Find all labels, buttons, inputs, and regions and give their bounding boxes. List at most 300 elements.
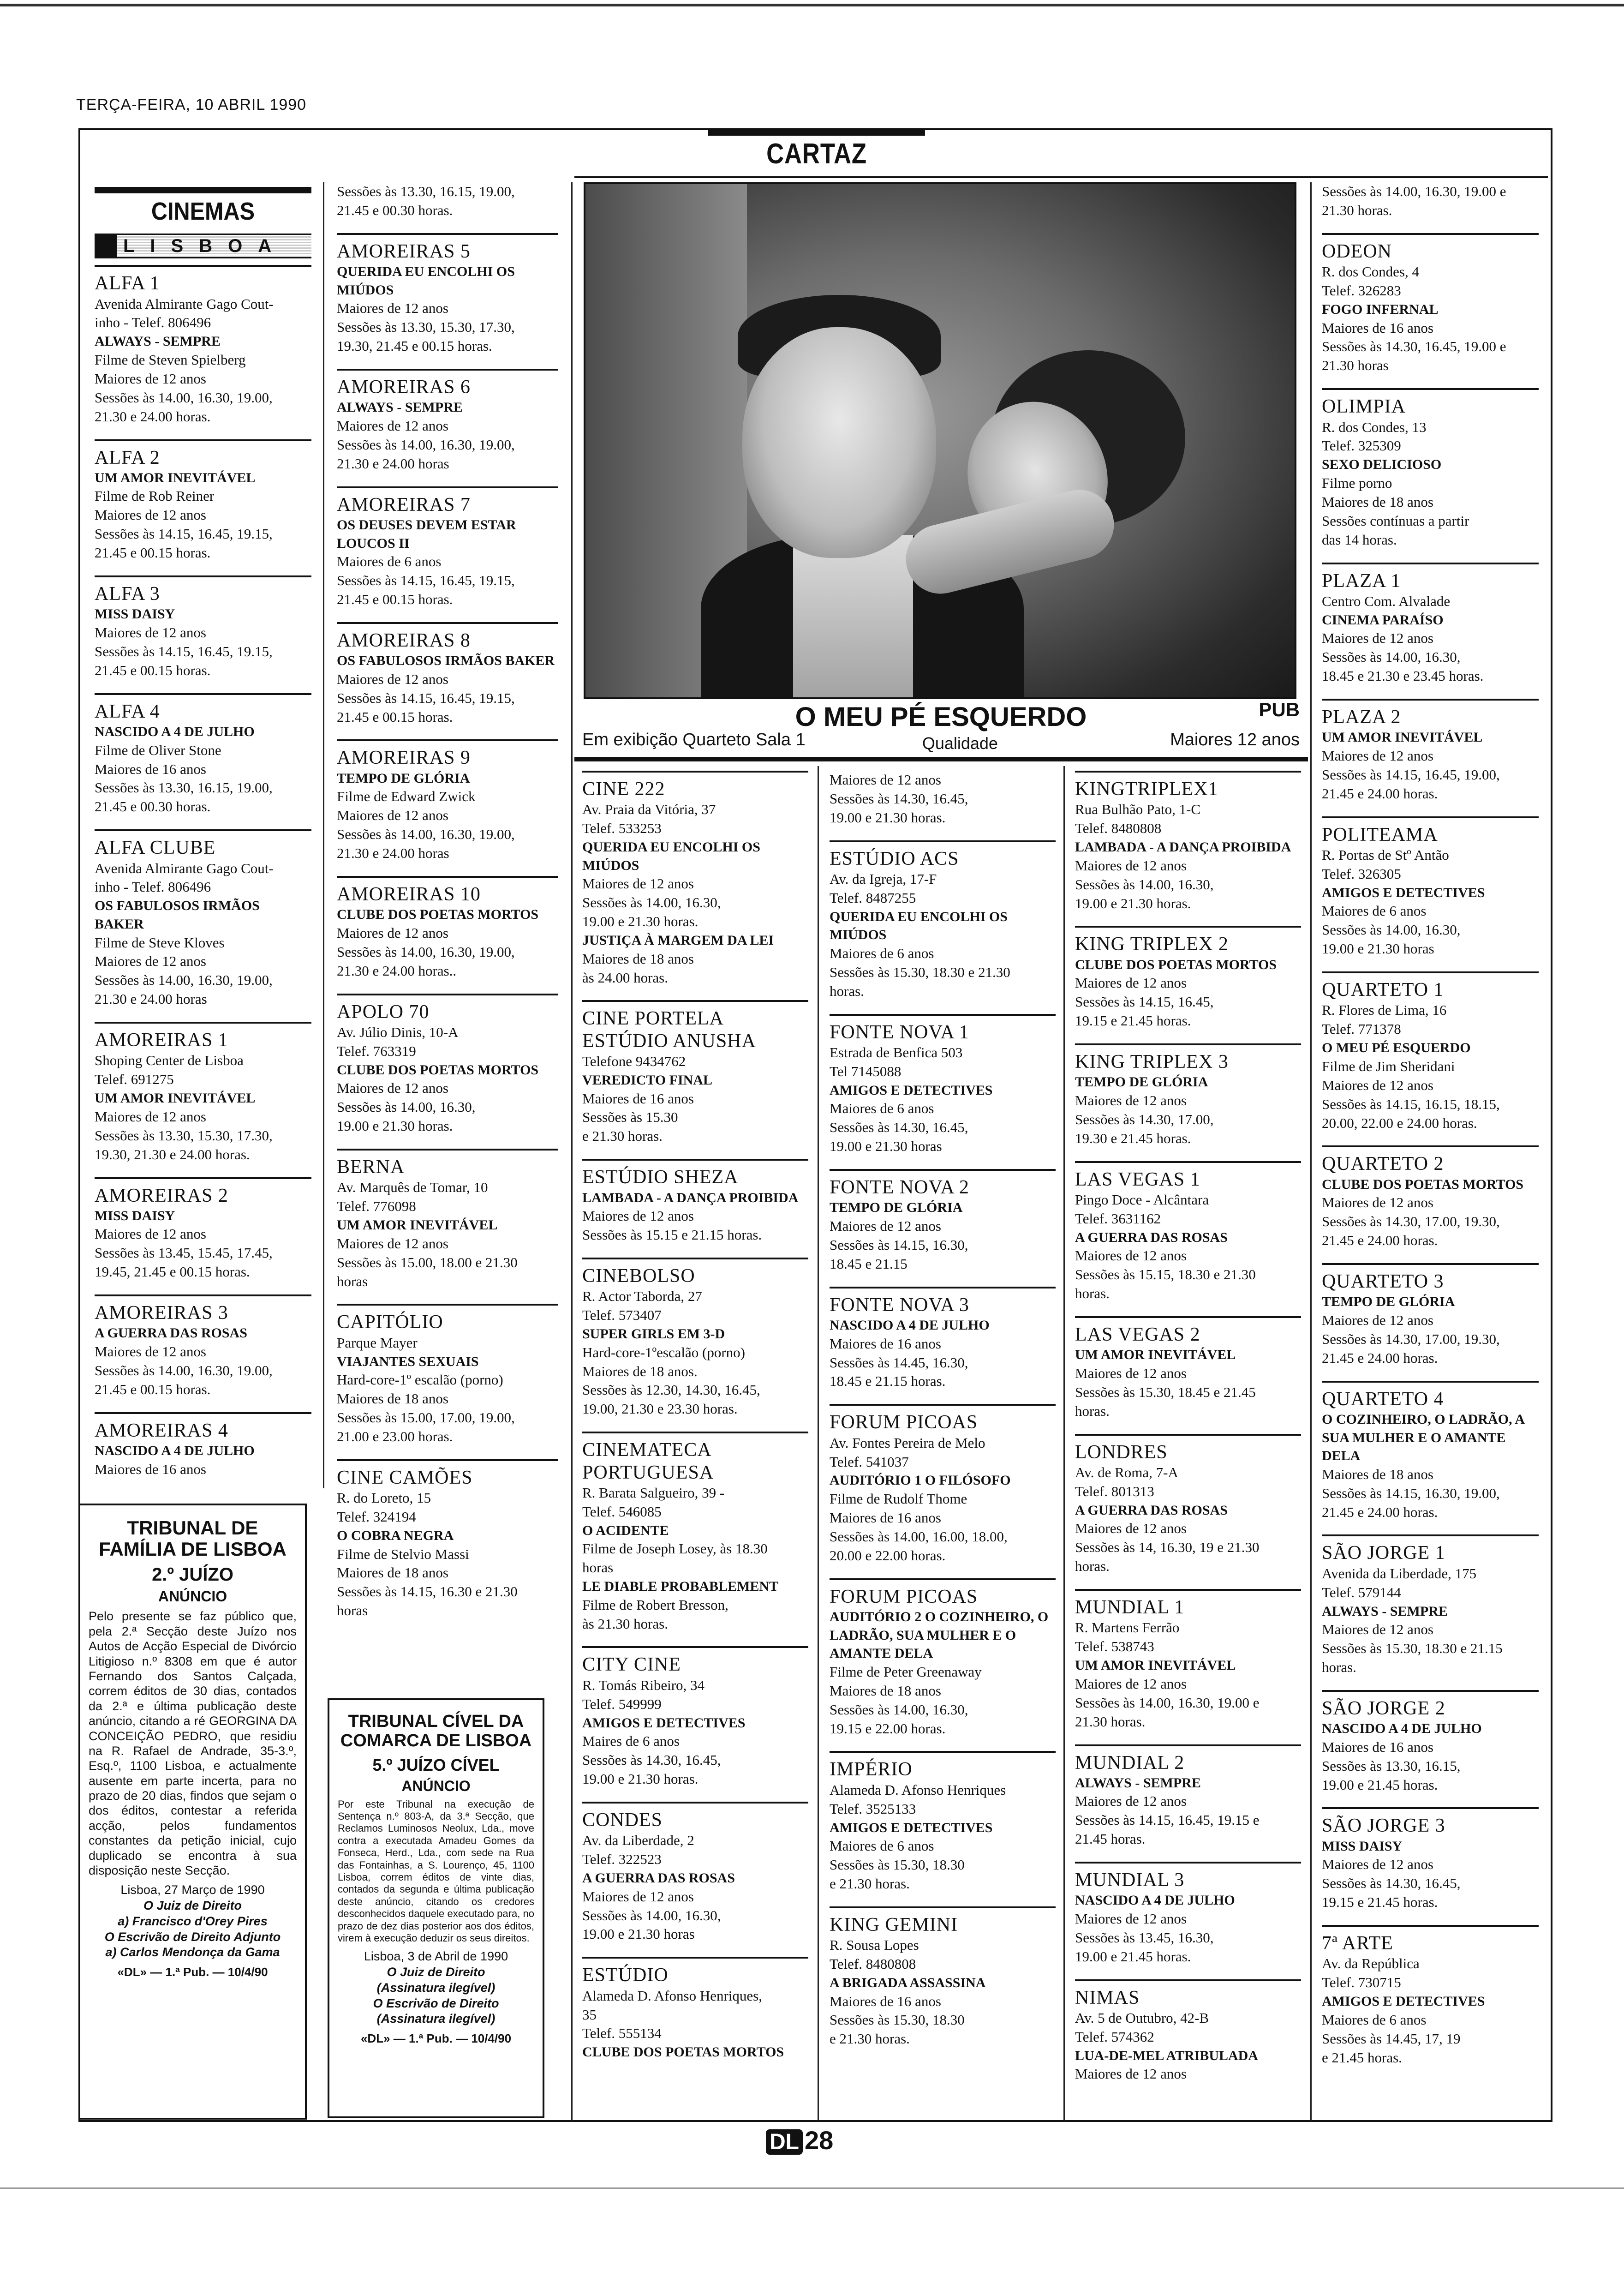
film-info: 19.15 e 21.45 horas. (1322, 1894, 1438, 1911)
film-info: Maiores de 12 anos (1322, 1621, 1433, 1638)
film-title: NASCIDO A 4 DE JULHO (95, 1443, 255, 1459)
cinema-name: ALFA 4 (95, 701, 160, 722)
film-info: Maiores de 16 anos (582, 1090, 694, 1107)
photo-figure (742, 327, 936, 558)
film-info: Maiores de 12 anos (1322, 630, 1433, 647)
film-title: ALWAYS - SEMPRE (337, 400, 463, 415)
film-info: Sessões às 14.15, 16.45, 19.00, (1322, 766, 1500, 783)
film-info: 21.45 e 00.15 horas. (95, 545, 211, 561)
cinema-address: Av. de Roma, 7-A (1075, 1464, 1178, 1480)
cinema-address: Telef. 8480808 (1075, 820, 1162, 837)
film-info: 21.45 e 00.15 horas. (337, 708, 453, 725)
section-bar (708, 129, 925, 136)
cinema-name: MUNDIAL 3 (1075, 1870, 1185, 1891)
cinema-address: R. Portas de Stº Antão (1322, 846, 1449, 863)
cinema-name: KING TRIPLEX 3 (1075, 1051, 1229, 1073)
film-info: Sessões às 14.15, 16.30, 19.00, (1322, 1485, 1500, 1501)
film-info: Sessões às 14.30, 17.00, 19.30, (1322, 1330, 1500, 1347)
notice-subtitle: 5.º JUÍZO CÍVEL (372, 1755, 500, 1774)
film-info: Sessões às 14.30, 16.45, (582, 1752, 721, 1768)
film-title: O MEU PÉ ESQUERDO (1322, 1040, 1471, 1056)
cinema-listing (1075, 1979, 1301, 2084)
film-info: 19.00 e 21.30 horas (582, 1926, 695, 1942)
cinema-listing (95, 265, 311, 426)
cinema-name: FORUM PICOAS (830, 1586, 978, 1607)
cinema-listing (830, 1014, 1056, 1156)
film-info: Sessões contínuas a partir (1322, 512, 1469, 529)
film-info: Sessões às 13.45, 15.45, 17.45, (95, 1245, 273, 1261)
column-divider (571, 182, 573, 2121)
photo-figure (793, 535, 913, 699)
film-title: AUDITÓRIO 2 O COZINHEIRO, O LADRÃO, SUA MULHER E O AMANTE DELA (830, 1609, 1049, 1661)
cinema-address: Parque Mayer (337, 1334, 418, 1351)
film-info: Sessões às 14.00, 16.30, 19.00, (95, 1362, 273, 1378)
cinema-address: Telef. 324194 (337, 1509, 416, 1525)
film-title: A BRIGADA ASSASSINA (830, 1975, 986, 1990)
cinema-listing (95, 693, 311, 817)
film-info: 18.45 e 21.15 horas. (830, 1373, 946, 1390)
cinema-address: Telef. 326283 (1322, 282, 1401, 299)
cinema-listing (95, 1412, 311, 1479)
cinema-listing (337, 486, 558, 609)
cinema-listing (582, 771, 808, 987)
film-info: Sessões às 14.30, 17.00, 19.30, (1322, 1213, 1500, 1230)
film-quality: Qualidade (922, 734, 998, 753)
cinema-name: MUNDIAL 2 (1075, 1752, 1185, 1774)
notice-label: ANÚNCIO (401, 1777, 471, 1794)
cinema-address: R. Martens Ferrão (1075, 1619, 1180, 1636)
film-info: Sessões às 14.30, 16.45, (830, 1119, 968, 1136)
cinema-name: AMOREIRAS 3 (95, 1302, 228, 1324)
notice-signature: (Assinatura ilegível) (376, 2012, 496, 2026)
film-info: Maiores de 12 anos (1075, 1911, 1187, 1927)
film-info: Maiores de 12 anos (95, 1343, 206, 1360)
cinema-listing (830, 1287, 1056, 1391)
film-age: Maiores 12 anos (1170, 730, 1300, 749)
film-info: das 14 horas. (1322, 531, 1397, 548)
film-info: Sessões às 12.30, 14.30, 16.45, (582, 1382, 760, 1398)
cinema-address: Telef. 801313 (1075, 1483, 1154, 1499)
cinema-listing (337, 622, 558, 727)
film-info: Filme de Joseph Losey, às 18.30 (582, 1540, 768, 1557)
cinema-address: Avenida Almirante Gago Cout- (95, 295, 274, 312)
film-title: A GUERRA DAS ROSAS (95, 1325, 247, 1341)
cinema-name: CINE CAMÕES (337, 1467, 473, 1488)
film-info: Sessões às 15.15 e 21.15 horas. (582, 1227, 762, 1243)
film-info: Maiores de 16 anos (830, 1509, 941, 1526)
film-info: e 21.30 horas. (830, 2031, 910, 2047)
film-info: Sessões às 13.30, 16.15, (1322, 1757, 1461, 1774)
cinema-listing (830, 1169, 1056, 1274)
cinema-name: AMOREIRAS 6 (337, 377, 471, 398)
cinema-listing (1322, 1145, 1539, 1250)
cinema-name: FORUM PICOAS (830, 1412, 978, 1433)
cinema-listing (582, 1432, 808, 1633)
film-info: Maiores de 18 anos. (582, 1363, 698, 1379)
cinema-listing (830, 1578, 1056, 1738)
film-info: Sessões às 14.45, 16.30, (830, 1354, 968, 1371)
film-info: 19.30, 21.30 e 24.00 horas. (95, 1146, 250, 1162)
film-title: NASCIDO A 4 DE JULHO (95, 724, 255, 740)
film-info: Maiores de 12 anos (1075, 1793, 1187, 1810)
film-title: MISS DAISY (95, 1208, 175, 1223)
film-info: Maiores de 18 anos (582, 950, 694, 967)
film-title: SEXO DELICIOSO (1322, 457, 1442, 473)
cinema-name: KING GEMINI (830, 1914, 958, 1935)
cinema-name: QUARTETO 1 (1322, 979, 1444, 1001)
cinema-listing (582, 1258, 808, 1419)
film-info: Maiores de 6 anos (830, 1838, 934, 1854)
film-info: horas. (1075, 1285, 1110, 1302)
cinema-address: Pingo Doce - Alcântara (1075, 1191, 1209, 1208)
cinema-address: R. Sousa Lopes (830, 1937, 919, 1953)
cinema-address: Telef. 555134 (582, 2025, 662, 2042)
notice-signature: a) Francisco d'Orey Pires (118, 1914, 268, 1928)
film-info: 19.15 e 22.00 horas. (830, 1720, 946, 1737)
film-info: Sessões às 14.00, 16.30, 19.00, (337, 826, 515, 843)
cinema-name: ALFA 2 (95, 447, 160, 468)
film-info: Maiores de 12 anos (95, 1108, 206, 1125)
film-title: UM AMOR INEVITÁVEL (95, 470, 256, 485)
film-title: UM AMOR INEVITÁVEL (1322, 730, 1483, 745)
cinema-address: R. do Loreto, 15 (337, 1490, 431, 1506)
cinema-name: SÃO JORGE 3 (1322, 1815, 1445, 1837)
film-info: horas (337, 1602, 368, 1619)
cinemas-title: CINEMAS (151, 198, 255, 225)
film-info: Maiores de 12 anos (582, 875, 694, 892)
film-info: Sessões às 15.30 (582, 1109, 678, 1126)
listing-group (1075, 771, 1301, 2084)
cinema-name: AMOREIRAS 7 (337, 494, 471, 515)
cinema-name: KING TRIPLEX 2 (1075, 934, 1229, 955)
cinema-listing (337, 1304, 558, 1446)
film-info: 19.00 e 21.30 horas. (582, 1771, 699, 1787)
page-number (766, 2125, 833, 2155)
pub-label: PUB (1259, 699, 1300, 720)
cinema-name: LAS VEGAS 1 (1075, 1168, 1200, 1190)
film-title: O COZINHEIRO, O LADRÃO, A SUA MULHER E O AMANTE DELA (1322, 1411, 1524, 1464)
film-info: 21.30 horas (1322, 357, 1389, 374)
film-title: CLUBE DOS POETAS MORTOS (582, 2044, 784, 2060)
film-info: 19.00 e 21.45 horas. (1075, 1948, 1191, 1965)
film-info: Sessões às 15.00, 17.00, 19.00, (337, 1409, 515, 1426)
cinema-address: R. Tomás Ribeiro, 34 (582, 1677, 705, 1693)
film-info: Maiores de 12 anos (95, 1226, 206, 1242)
film-info: horas. (830, 983, 864, 999)
cinema-address: Telef. 538743 (1075, 1638, 1154, 1655)
film-info: Sessões às 14, 16.30, 19 e 21.30 (1075, 1539, 1260, 1556)
film-title: QUERIDA EU ENCOLHI OS MIÚDOS (830, 909, 1008, 943)
film-info: Sessões às 13.30, 16.15, 19.00, (337, 183, 515, 199)
cinema-address: Av. Praia da Vitória, 37 (582, 801, 716, 818)
column-1 (95, 182, 311, 1492)
film-info: 21.30 horas. (1322, 202, 1392, 218)
film-info: 18.45 e 21.30 e 23.45 horas. (1322, 668, 1484, 684)
cinema-address: Av. 5 de Outubro, 42-B (1075, 2010, 1209, 2026)
film-info: Sessões às 14.00, 16.30, (582, 1907, 721, 1923)
cinema-address: Avenida Almirante Gago Cout- (95, 860, 274, 876)
cinema-address: R. Barata Salgueiro, 39 - (582, 1484, 725, 1501)
film-title: OS FABULOSOS IRMÃOS BAKER (337, 653, 555, 669)
film-info: Maiores de 12 anos (1075, 1520, 1187, 1537)
cinema-listing (582, 1802, 808, 1944)
film-info: 19.00 e 21.30 horas. (830, 809, 946, 826)
film-info: Sessões às 14.30, 16.45, 19.00 e (1322, 338, 1506, 355)
film-title: CLUBE DOS POETAS MORTOS (337, 907, 539, 923)
film-info: horas. (1075, 1558, 1110, 1575)
cinema-listing (95, 1022, 311, 1164)
film-info: Maiores de 18 anos (1322, 493, 1433, 510)
caption-rule (574, 757, 1308, 761)
cinema-name: CINEMATECA PORTUGUESA (582, 1439, 714, 1483)
cinema-address: Telef. 3631162 (1075, 1210, 1161, 1227)
film-title: LAMBADA - A DANÇA PROIBIDA (1075, 839, 1291, 855)
cinema-name: PLAZA 2 (1322, 707, 1401, 728)
film-info: Maiores de 12 anos (582, 1208, 694, 1224)
cinema-address: Telef. 326305 (1322, 865, 1401, 882)
film-info: 21.45 horas. (1075, 1831, 1146, 1847)
film-info: horas (582, 1559, 614, 1576)
film-info: Filme de Rob Reiner (95, 488, 215, 504)
city-marker (95, 234, 117, 258)
film-info: Maiores de 16 anos (1322, 319, 1433, 336)
cinema-listing (830, 1906, 1056, 2049)
cinema-address: Telef. 763319 (337, 1043, 416, 1059)
cinema-listing (830, 1404, 1056, 1565)
cinema-name: CINE 222 (582, 779, 665, 800)
notice-signature: O Escrivão de Direito (373, 1996, 499, 2010)
listing-group (95, 265, 311, 1479)
cinema-listing (95, 575, 311, 680)
film-info: 21.45 e 00.30 horas. (95, 798, 211, 815)
cinema-listing (337, 739, 558, 863)
film-info: Sessões às 14.15, 16.45, 19.15, (95, 643, 273, 659)
notice-body: Por este Tribunal na execução de Sentença n.º 803-A, da 3.ª Secção, que Reclamos Luminosos Neolux, Lda., move contra a executada Amadeu Gomes da Fonseca, Herd., Lda., com sede na Rua das Fontainhas, a S. Lourenço, 45, 1100 Lisboa, correm éditos de vinte dias, contados da segunda e última publicação deste anúncio, citando os credores desconhecidos daquele executado para, no prazo de dez dias posterior aos dos éditos, virem à execução deduzir os seus direitos. (338, 1798, 534, 1944)
film-title: UM AMOR INEVITÁVEL (1075, 1658, 1236, 1673)
cinema-listing (95, 1294, 311, 1399)
film-info: 19.00 e 21.30 horas (830, 1138, 942, 1155)
cinema-name: AMOREIRAS 8 (337, 629, 471, 651)
film-info: 19.00, 21.30 e 23.30 horas. (582, 1401, 738, 1417)
film-info: Maiores de 16 anos (95, 1461, 206, 1477)
cinema-address: inho - Telef. 806496 (95, 879, 211, 895)
film-info: 19.00 e 21.30 horas (1322, 941, 1434, 957)
cinema-name: ESTÚDIO (582, 1965, 669, 1986)
city-name: LISBOA (123, 235, 287, 256)
cinema-listing (830, 840, 1056, 1001)
cinema-address: Telef. 549999 (582, 1696, 662, 1712)
film-title: UM AMOR INEVITÁVEL (1075, 1347, 1236, 1363)
film-info: Maiores de 12 anos (337, 1235, 448, 1252)
cinema-listing (1322, 1807, 1539, 1912)
cinema-name: ESTÚDIO ACS (830, 848, 959, 869)
film-info: Sessões às 15.15, 18.30 e 21.30 (1075, 1266, 1256, 1283)
film-info: Maiores de 12 anos (1322, 747, 1433, 764)
cinema-listing (1322, 233, 1539, 375)
film-info: 19.45, 21.45 e 00.15 horas. (95, 1264, 250, 1280)
notice-pub: «DL» — 1.ª Pub. — 10/4/90 (360, 2031, 512, 2046)
cinema-name: MUNDIAL 1 (1075, 1597, 1185, 1618)
film-info: Maiores de 12 anos (337, 1080, 448, 1097)
cinema-listing (1075, 1862, 1301, 1966)
listing-group (1322, 182, 1539, 2067)
film-title: TEMPO DE GLÓRIA (830, 1200, 963, 1216)
film-info: 19.00 e 21.30 horas. (337, 1118, 453, 1134)
film-title: VEREDICTO FINAL (582, 1072, 712, 1088)
film-info: Maiores de 18 anos (830, 1682, 941, 1699)
film-info: Sessões às 14.15, 16.15, 18.15, (1322, 1096, 1500, 1112)
film-info: Maiores de 12 anos (1075, 1365, 1187, 1381)
cinema-name: CONDES (582, 1809, 663, 1831)
cinema-address: Alameda D. Afonso Henriques (830, 1781, 1006, 1798)
cinema-address: Telef. 573407 (582, 1307, 662, 1324)
cinema-listing (337, 233, 558, 356)
film-info: 21.45 e 00.30 horas. (337, 202, 453, 218)
film-title: CLUBE DOS POETAS MORTOS (1322, 1176, 1524, 1192)
film-title: QUERIDA EU ENCOLHI OS MIÚDOS (337, 264, 515, 298)
section-title: CARTAZ (766, 138, 867, 170)
film-info: Maiores de 12 anos (1075, 975, 1187, 991)
cinema-listing (830, 1751, 1056, 1893)
film-info: Maiores de 12 anos (1322, 1194, 1433, 1211)
notice-body: Pelo presente se faz público que, pela 2.ª Secção deste Juízo nos Autos de Acção Especial de Divórcio Litigioso n.º 8308 em que é autor Fernando dos Santos Calçada, correm éditos de 30 dias, contados da 2.ª e última publicação deste anúncio, citando a ré GEORGINA DA CONCEIÇÃO PEDRO, que residiu na R. Rafael de Andrade, 35-3.º, Esq.º, 1100 Lisboa, e actualmente ausente em parte incerta, para no prazo de 20 dias, findos que sejam o dos éditos, contestar a referida acção, pelos fundamentos constantes da petição inicial, cujo duplicado se encontra à sua disposição neste Secção. (89, 1609, 297, 1878)
film-title: NASCIDO A 4 DE JULHO (830, 1318, 990, 1333)
column-divider (1310, 182, 1312, 2121)
film-info: Maiores de 16 anos (830, 1993, 941, 2009)
date-line: TERÇA-FEIRA, 10 ABRIL 1990 (76, 96, 307, 114)
cinema-listing (95, 439, 311, 563)
film-info: Maiores de 12 anos (830, 772, 941, 788)
cinema-name: 7ª ARTE (1322, 1933, 1393, 1954)
film-info: Sessões às 14.00, 16.30, (582, 894, 721, 911)
film-info: Maiores de 12 anos (1075, 857, 1187, 874)
column-5 (1075, 771, 1301, 2097)
cinema-address: Telef. 322523 (582, 1851, 662, 1868)
film-title: UM AMOR INEVITÁVEL (95, 1091, 256, 1106)
film-info: Maires de 6 anos (582, 1733, 680, 1750)
cinema-listing (1322, 1925, 1539, 2067)
notice-signature: O Juiz de Direito (143, 1899, 242, 1913)
cinema-listing (337, 994, 558, 1136)
film-title: CLUBE DOS POETAS MORTOS (337, 1062, 539, 1078)
film-info: 21.00 e 23.00 horas. (337, 1428, 453, 1444)
cinema-listing (337, 182, 558, 220)
cinema-address: Estrada de Benfica 503 (830, 1044, 963, 1061)
cinema-name: FONTE NOVA 3 (830, 1294, 969, 1316)
film-info: 21.45 e 24.00 horas. (1322, 785, 1438, 802)
film-title: TEMPO DE GLÓRIA (1075, 1074, 1208, 1090)
cinema-listing (337, 369, 558, 473)
film-info: Maiores de 12 anos (95, 953, 206, 970)
cinema-address: Telef. 3525133 (830, 1800, 916, 1817)
film-info: às 24.00 horas. (582, 969, 668, 986)
film-info: Sessões às 13.30, 15.30, 17.30, (337, 319, 515, 336)
cinemas-header (95, 187, 311, 230)
cinema-address: Telef. 8480808 (830, 1956, 916, 1972)
film-info: Maiores de 12 anos (337, 807, 448, 824)
cinema-name: AMOREIRAS 2 (95, 1185, 228, 1206)
notice-signature: a) Carlos Mendonça da Gama (105, 1945, 280, 1959)
column-divider (323, 182, 324, 1488)
film-title: CLUBE DOS POETAS MORTOS (1075, 957, 1277, 972)
film-title: O ACIDENTE (582, 1522, 669, 1538)
cinema-listing (1075, 1589, 1301, 1731)
film-info: Sessões às 14.00, 16.30, (1322, 649, 1461, 665)
notice-place: Lisboa, 27 Março de 1990 (120, 1883, 265, 1897)
listing-group (830, 771, 1056, 2049)
column-2 (337, 182, 558, 1633)
cinema-address: Avenida da Liberdade, 175 (1322, 1565, 1477, 1582)
notice-title: TRIBUNAL CÍVEL DA COMARCA DE LISBOA (340, 1712, 532, 1750)
film-info: Sessões às 14.00, 16.30, (1322, 922, 1461, 938)
cinema-name: SÃO JORGE 1 (1322, 1542, 1445, 1564)
cinema-address: Av. da Liberdade, 2 (582, 1832, 694, 1849)
film-info: Sessões às 14.30, 16.45, (1322, 1875, 1461, 1892)
cinema-listing (1075, 926, 1301, 1031)
film-title: TEMPO DE GLÓRIA (337, 770, 470, 786)
cinema-name: ALFA CLUBE (95, 837, 216, 859)
film-info: Sessões às 15.30, 18.30 e 21.15 (1322, 1640, 1503, 1657)
film-info: Filme de Jim Sheridani (1322, 1058, 1455, 1074)
film-info: Maiores de 16 anos (1322, 1738, 1433, 1755)
film-info: 21.30 e 24.00 horas (95, 991, 207, 1007)
film-info: Sessões às 14.15, 16.45, 19.15, (337, 572, 515, 589)
film-info: horas. (1322, 1659, 1356, 1675)
cinema-listing (1075, 1161, 1301, 1303)
film-info: 21.45 e 00.15 horas. (95, 662, 211, 678)
film-info: 21.45 e 00.15 horas. (337, 591, 453, 607)
cinema-listing (337, 1459, 558, 1620)
film-info: horas. (1075, 1402, 1110, 1419)
cinema-name: PLAZA 1 (1322, 570, 1401, 592)
film-venue: Em exibição Quarteto Sala 1 (582, 730, 806, 749)
film-info: Maiores de 12 anos (337, 924, 448, 941)
film-title: ALWAYS - SEMPRE (1322, 1603, 1448, 1619)
cinema-listing (1075, 1744, 1301, 1849)
film-info: Maiores de 16 anos (95, 761, 206, 777)
cinema-name: LAS VEGAS 2 (1075, 1324, 1200, 1346)
cinema-listing (1322, 1381, 1539, 1522)
cinema-name: SÃO JORGE 2 (1322, 1697, 1445, 1719)
film-info: e 21.30 horas. (830, 1875, 910, 1892)
cinema-listing (1322, 388, 1539, 549)
cinema-address: Telef. 771378 (1322, 1021, 1401, 1037)
film-title: QUERIDA EU ENCOLHI OS MIÚDOS (582, 839, 760, 873)
film-title: ALWAYS - SEMPRE (1075, 1775, 1201, 1791)
film-info: 21.45 e 24.00 horas. (1322, 1504, 1438, 1520)
film-info: Sessões às 14.15, 16.45, 19.15, (95, 526, 273, 542)
film-info: Maiores de 6 anos (1322, 903, 1427, 919)
notice-signature: O Escrivão de Direito Adjunto (104, 1929, 281, 1944)
cinema-address: Telef. 533253 (582, 820, 662, 837)
film-info: Sessões às 14.15, 16.30 e 21.30 (337, 1583, 518, 1600)
film-title: LAMBADA - A DANÇA PROIBIDA (582, 1190, 799, 1205)
film-info: Sessões às 14.15, 16.45, 19.15, (337, 689, 515, 706)
cinema-address: Telef. 691275 (95, 1071, 174, 1088)
film-info: Sessões às 14.15, 16.45, (1075, 994, 1214, 1010)
cinema-address: Av. Júlio Dinis, 10-A (337, 1024, 459, 1040)
film-info: horas (337, 1273, 368, 1289)
film-info: 21.45 e 24.00 horas. (1322, 1232, 1438, 1249)
film-info: Sessões às 14.00, 16.30, 19.00, (337, 943, 515, 960)
cinema-address: Telef. 546085 (582, 1503, 662, 1520)
film-title: MISS DAISY (1322, 1838, 1403, 1854)
cinema-listing (582, 1000, 808, 1146)
cinema-address: Telef. 574362 (1075, 2028, 1154, 2045)
film-info: Filme de Edward Zwick (337, 788, 476, 805)
cinema-name: ALFA 3 (95, 583, 160, 605)
film-info: Maiores de 12 anos (582, 1888, 694, 1905)
